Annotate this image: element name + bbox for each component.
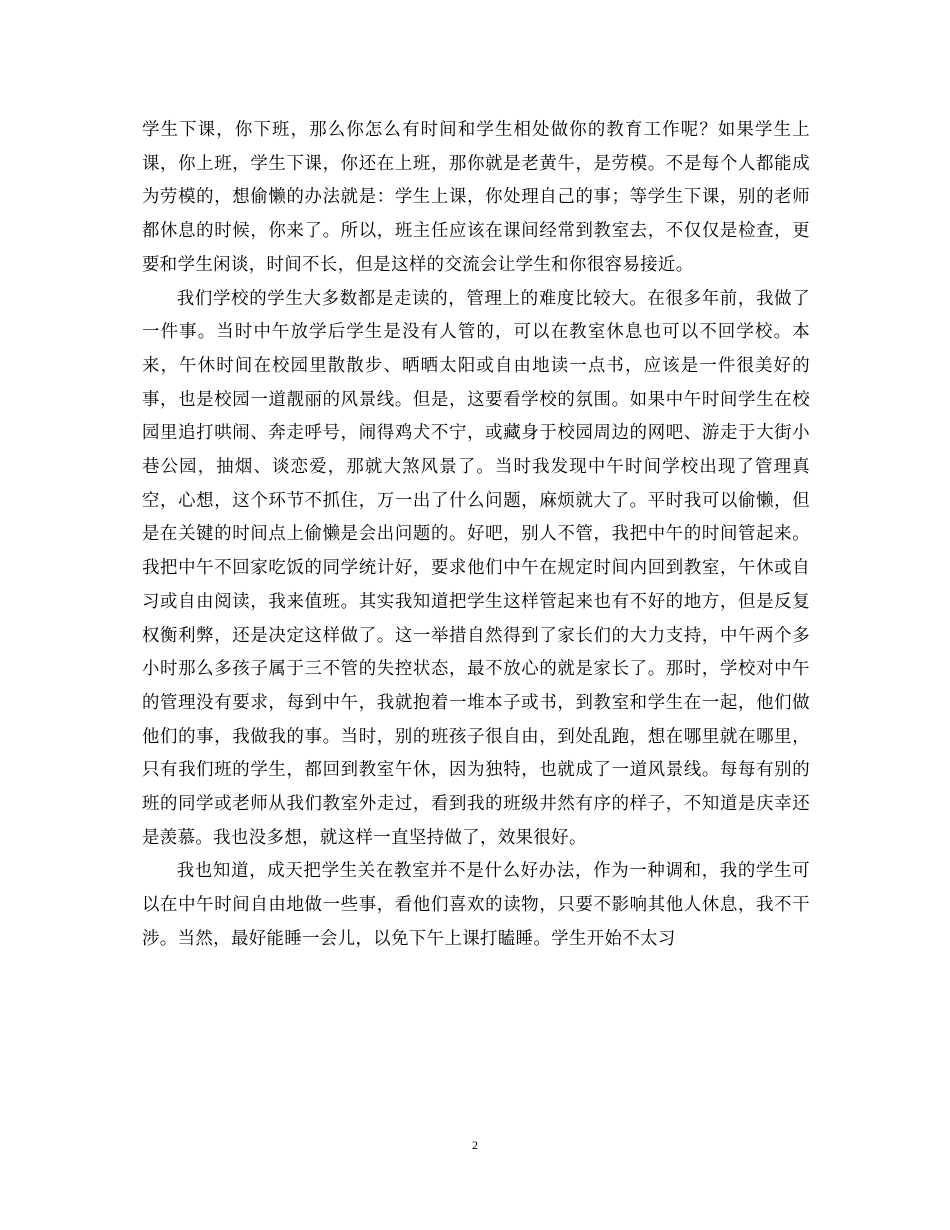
paragraph-continued: 学生下课，你下班，那么你怎么有时间和学生相处做你的教育工作呢？如果学生上课，你上班，学生下课，你还在上班，那你就是老黄牛，是劳模。不是每个人都能成为劳模的，想偷懒的办法就是：学生上课，你处理自己的事；等学生下课，别的老师都休息的时候，你来了。所以，班主任应该在课间经常到教室去，不仅仅是检查，更要和学生闲谈，时间不长，但是这样的交流会让学生和你很容易接近。 — [142, 120, 810, 275]
paragraph-free-time: 我也知道，成天把学生关在教室并不是什么好办法，作为一种调和，我的学生可以在中午时间自由地做一些事，看他们喜欢的读物，只要不影响其他人休息，我不干涉。当然，最好能睡一会儿，以免下午上课打瞌睡。学生开始不太习 — [142, 861, 810, 949]
paragraph-noon-management: 我们学校的学生大多数都是走读的，管理上的难度比较大。在很多年前，我做了一件事。当时中午放学后学生是没有人管的，可以在教室休息也可以不回学校。本来，午休时间在校园里散散步、晒晒太阳或自由地读一点书，应该是一件很美好的事，也是校园一道靓丽的风景线。但是，这要看学校的氛围。如果中午时间学生在校园里追打哄闹、奔走呼号，闹得鸡犬不宁，或藏身于校园周边的网吧、游走于大街小巷公园，抽烟、谈恋爱，那就大煞风景了。当时我发现中午时间学校出现了管理真空，心想，这个环节不抓住，万一出了什么问题，麻烦就大了。平时我可以偷懒，但是在关键的时间点上偷懒是会出问题的。好吧，别人不管，我把中午的时间管起来。我把中午不回家吃饭的同学统计好，要求他们中午在规定时间内回到教室，午休或自习或自由阅读，我来值班。其实我知道把学生这样管起来也有不好的地方，但是反复权衡利弊，还是决定这样做了。这一举措自然得到了家长们的大力支持，中午两个多小时那么多孩子属于三不管的失控状态，最不放心的就是家长了。那时，学校对中午的管理没有要求，每到中午，我就抱着一堆本子或书，到教室和学生在一起，他们做他们的事，我做我的事。当时，别的班孩子很自由，到处乱跑，想在哪里就在哪里，只有我们班的学生，都回到教室午休，因为独特，也就成了一道风景线。每每有别的班的同学或老师从我们教室外走过，看到我的班级井然有序的样子，不知道是庆幸还是羡慕。我也没多想，就这样一直坚持做了，效果很好。 — [142, 288, 810, 848]
body-text — [142, 114, 810, 957]
page-number: 2 — [472, 1138, 478, 1152]
